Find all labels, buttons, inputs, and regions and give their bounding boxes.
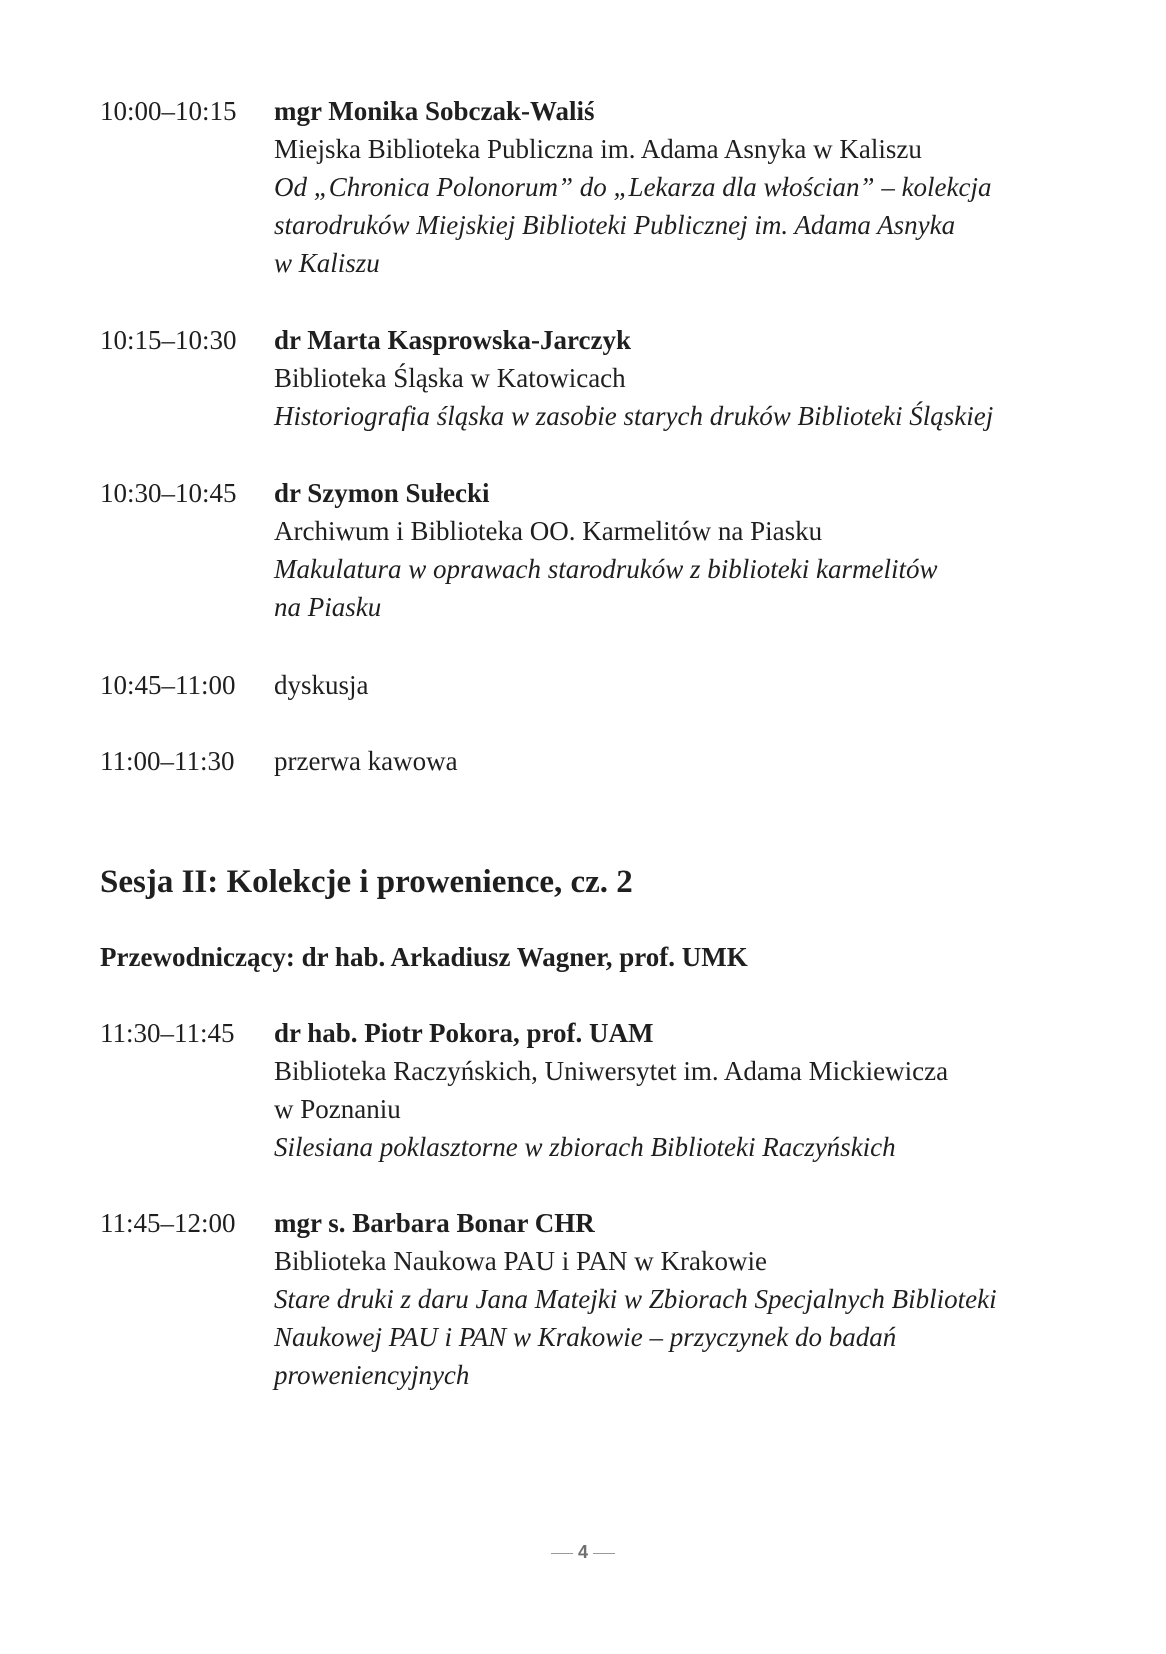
speaker-name: mgr s. Barbara Bonar CHR — [274, 1208, 595, 1238]
page-number: 4 — [577, 1542, 588, 1562]
speaker-name: dr Marta Kasprowska-Jarczyk — [274, 325, 631, 355]
session-title: Sesja II: Kolekcje i prowenience, cz. 2 — [100, 864, 633, 900]
entry-details — [274, 1204, 1080, 1394]
entry-details — [274, 742, 1080, 780]
talk-title-line: proweniencyjnych — [274, 1360, 470, 1390]
institution: Archiwum i Biblioteka OO. Karmelitów na Piasku — [274, 516, 823, 546]
talk-title-line: Makulatura w oprawach starodruków z biblioteki karmelitów — [274, 554, 938, 584]
time-slot: 10:30–10:45 — [100, 478, 237, 508]
institution: Miejska Biblioteka Publiczna im. Adama Asnyka w Kaliszu — [274, 134, 922, 164]
talk-title-line: Silesiana poklasztorne w zbiorach Biblioteki Raczyńskich — [274, 1132, 896, 1162]
program-entry — [100, 92, 1080, 282]
time-slot: 11:00–11:30 — [100, 746, 235, 776]
time-slot: 11:30–11:45 — [100, 1018, 235, 1048]
entry-details — [274, 92, 1080, 282]
session-chair: Przewodniczący: dr hab. Arkadiusz Wagner, prof. UMK — [100, 942, 748, 972]
entry-details — [274, 666, 1080, 704]
time-slot: 11:45–12:00 — [100, 1208, 236, 1238]
institution: Biblioteka Raczyńskich, Uniwersytet im. Adama Mickiewicza — [274, 1056, 949, 1086]
break-label: przerwa kawowa — [274, 746, 458, 776]
program-entry — [100, 321, 1080, 435]
institution: Biblioteka Naukowa PAU i PAN w Krakowie — [274, 1246, 767, 1276]
program-entry — [100, 1014, 1080, 1166]
entry-details — [274, 474, 1080, 626]
institution: w Poznaniu — [274, 1094, 401, 1124]
footer-dash-right — [593, 1553, 615, 1555]
page-footer — [0, 1540, 1166, 1564]
talk-title-line: Stare druki z daru Jana Matejki w Zbiorach Specjalnych Biblioteki — [274, 1284, 997, 1314]
institution: Biblioteka Śląska w Katowicach — [274, 363, 626, 393]
time-slot: 10:45–11:00 — [100, 670, 236, 700]
talk-title-line: Historiografia śląska w zasobie starych druków Biblioteki Śląskiej — [274, 401, 994, 431]
entry-details — [274, 1014, 1080, 1166]
speaker-name: dr hab. Piotr Pokora, prof. UAM — [274, 1018, 654, 1048]
program-break — [100, 742, 1080, 780]
talk-title-line: na Piasku — [274, 592, 382, 622]
talk-title-line: w Kaliszu — [274, 248, 380, 278]
program-page — [100, 92, 1080, 1394]
entry-details — [274, 321, 1080, 435]
talk-title-line: Naukowej PAU i PAN w Krakowie – przyczynek do badań — [274, 1322, 897, 1352]
speaker-name: mgr Monika Sobczak-Waliś — [274, 96, 595, 126]
speaker-name: dr Szymon Sułecki — [274, 478, 490, 508]
time-slot: 10:15–10:30 — [100, 325, 237, 355]
footer-dash-left — [551, 1553, 573, 1555]
break-label: dyskusja — [274, 670, 369, 700]
program-entry — [100, 1204, 1080, 1394]
program-break — [100, 666, 1080, 704]
time-slot: 10:00–10:15 — [100, 96, 237, 126]
talk-title-line: starodruków Miejskiej Biblioteki Publicznej im. Adama Asnyka — [274, 210, 956, 240]
talk-title-line: Od „Chronica Polonorum” do „Lekarza dla włościan” – kolekcja — [274, 172, 992, 202]
program-entry — [100, 474, 1080, 626]
